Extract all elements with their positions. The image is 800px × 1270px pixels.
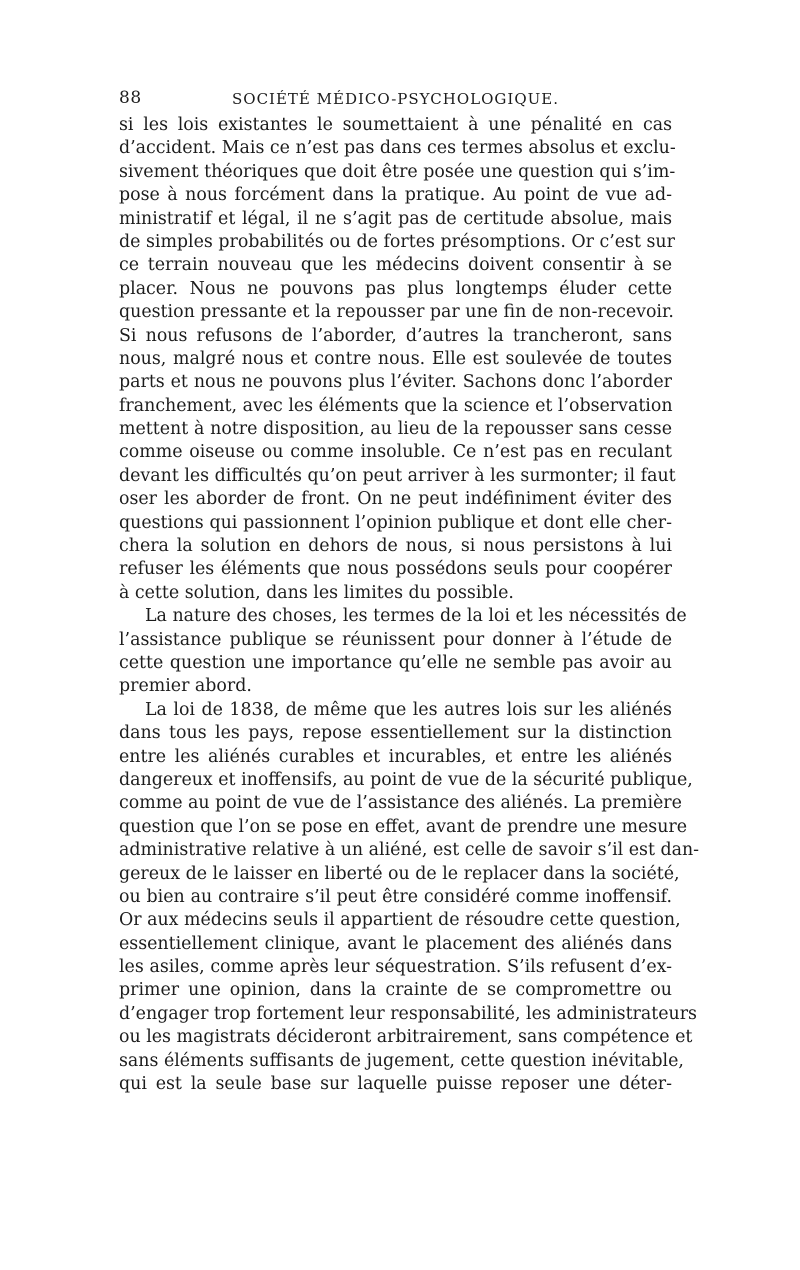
text-line: refuser les éléments que nous possédons seuls pour coopérer	[119, 559, 672, 580]
text-line: comme au point de vue de l’assistance des aliénés. La première	[119, 793, 682, 814]
text-line: Si nous refusons de l’aborder, d’autres la trancheront, sans	[119, 325, 672, 346]
text-line: administrative relative à un aliéné, est celle de savoir s’il est dan-	[119, 840, 700, 861]
text-line: ministratif et légal, il ne s’agit pas de certitude absolue, mais	[119, 208, 672, 229]
text-line: oser les aborder de front. On ne peut indéfiniment éviter des	[119, 489, 672, 510]
text-line: parts et nous ne pouvons plus l’éviter. Sachons donc l’aborder	[119, 372, 672, 393]
text-line: chera la solution en dehors de nous, si nous persistons à lui	[119, 536, 672, 557]
paragraph-start-line: La nature des choses, les termes de la loi et les nécessités de	[145, 606, 687, 627]
text-line: franchement, avec les éléments que la science et l’observation	[119, 395, 673, 416]
text-line: ce terrain nouveau que les médecins doivent consentir à se	[119, 255, 672, 276]
text-line: d’engager trop fortement leur responsabilité, les administrateurs	[119, 1003, 697, 1024]
text-line: de simples probabilités ou de fortes présomptions. Or c’est sur	[119, 231, 675, 252]
text-line: les asiles, comme après leur séquestration. S’ils refusent d’ex-	[119, 957, 672, 978]
text-line: sans éléments suffisants de jugement, cette question inévitable,	[119, 1050, 684, 1071]
text-line: Or aux médecins seuls il appartient de résoudre cette question,	[119, 910, 681, 931]
text-line: entre les aliénés curables et incurables, et entre les aliénés	[119, 746, 672, 767]
text-line: gereux de le laisser en liberté ou de le replacer dans la société,	[119, 863, 680, 884]
text-line: nous, malgré nous et contre nous. Elle est soulevée de toutes	[119, 348, 672, 369]
paragraph-start-line: La loi de 1838, de même que les autres lois sur les aliénés	[145, 699, 672, 720]
text-line: question que l’on se pose en effet, avant de prendre une mesure	[119, 816, 687, 837]
text-line: qui est la seule base sur laquelle puisse reposer une déter-	[119, 1074, 672, 1095]
text-line: primer une opinion, dans la crainte de se compromettre ou	[119, 980, 672, 1001]
text-line: ou les magistrats décideront arbitrairement, sans compétence et	[119, 1027, 693, 1048]
body-text	[119, 114, 700, 1096]
text-line: devant les difficultés qu’on peut arriver à les surmonter; il faut	[119, 465, 676, 486]
book-page	[119, 88, 700, 1096]
text-line: si les lois existantes le soumettaient à une pénalité en cas	[119, 115, 672, 135]
text-line: essentiellement clinique, avant le placement des aliénés dans	[119, 933, 672, 954]
text-line: mettent à notre disposition, au lieu de la repousser sans cesse	[119, 419, 672, 440]
text-line: à cette solution, dans les limites du possible.	[119, 582, 514, 603]
text-line: premier abord.	[119, 676, 252, 697]
text-line: cette question une importance qu’elle ne semble pas avoir au	[119, 652, 672, 673]
text-line: questions qui passionnent l’opinion publique et dont elle cher-	[119, 512, 672, 533]
text-line: pose à nous forcément dans la pratique. Au point de vue ad-	[119, 185, 672, 206]
text-line: sivement théoriques que doit être posée une question qui s’im-	[119, 161, 676, 182]
page-header	[119, 88, 672, 114]
text-line: dans tous les pays, repose essentiellement sur la distinction	[119, 723, 672, 744]
text-line: dangereux et inoffensifs, au point de vue de la sécurité publique,	[119, 769, 693, 790]
page-number: 88	[119, 88, 142, 108]
text-line: question pressante et la repousser par une fin de non-recevoir.	[119, 302, 674, 323]
text-line: l’assistance publique se réunissent pour donner à l’étude de	[119, 629, 672, 650]
text-line: placer. Nous ne pouvons pas plus longtemps éluder cette	[119, 278, 672, 299]
text-line: comme oiseuse ou comme insoluble. Ce n’est pas en reculant	[119, 442, 672, 463]
text-line: ou bien au contraire s’il peut être considéré comme inoffensif.	[119, 886, 672, 907]
running-title: SOCIÉTÉ MÉDICO-PSYCHOLOGIQUE.	[232, 90, 559, 108]
text-line: d’accident. Mais ce n’est pas dans ces termes absolus et exclu-	[119, 138, 676, 159]
